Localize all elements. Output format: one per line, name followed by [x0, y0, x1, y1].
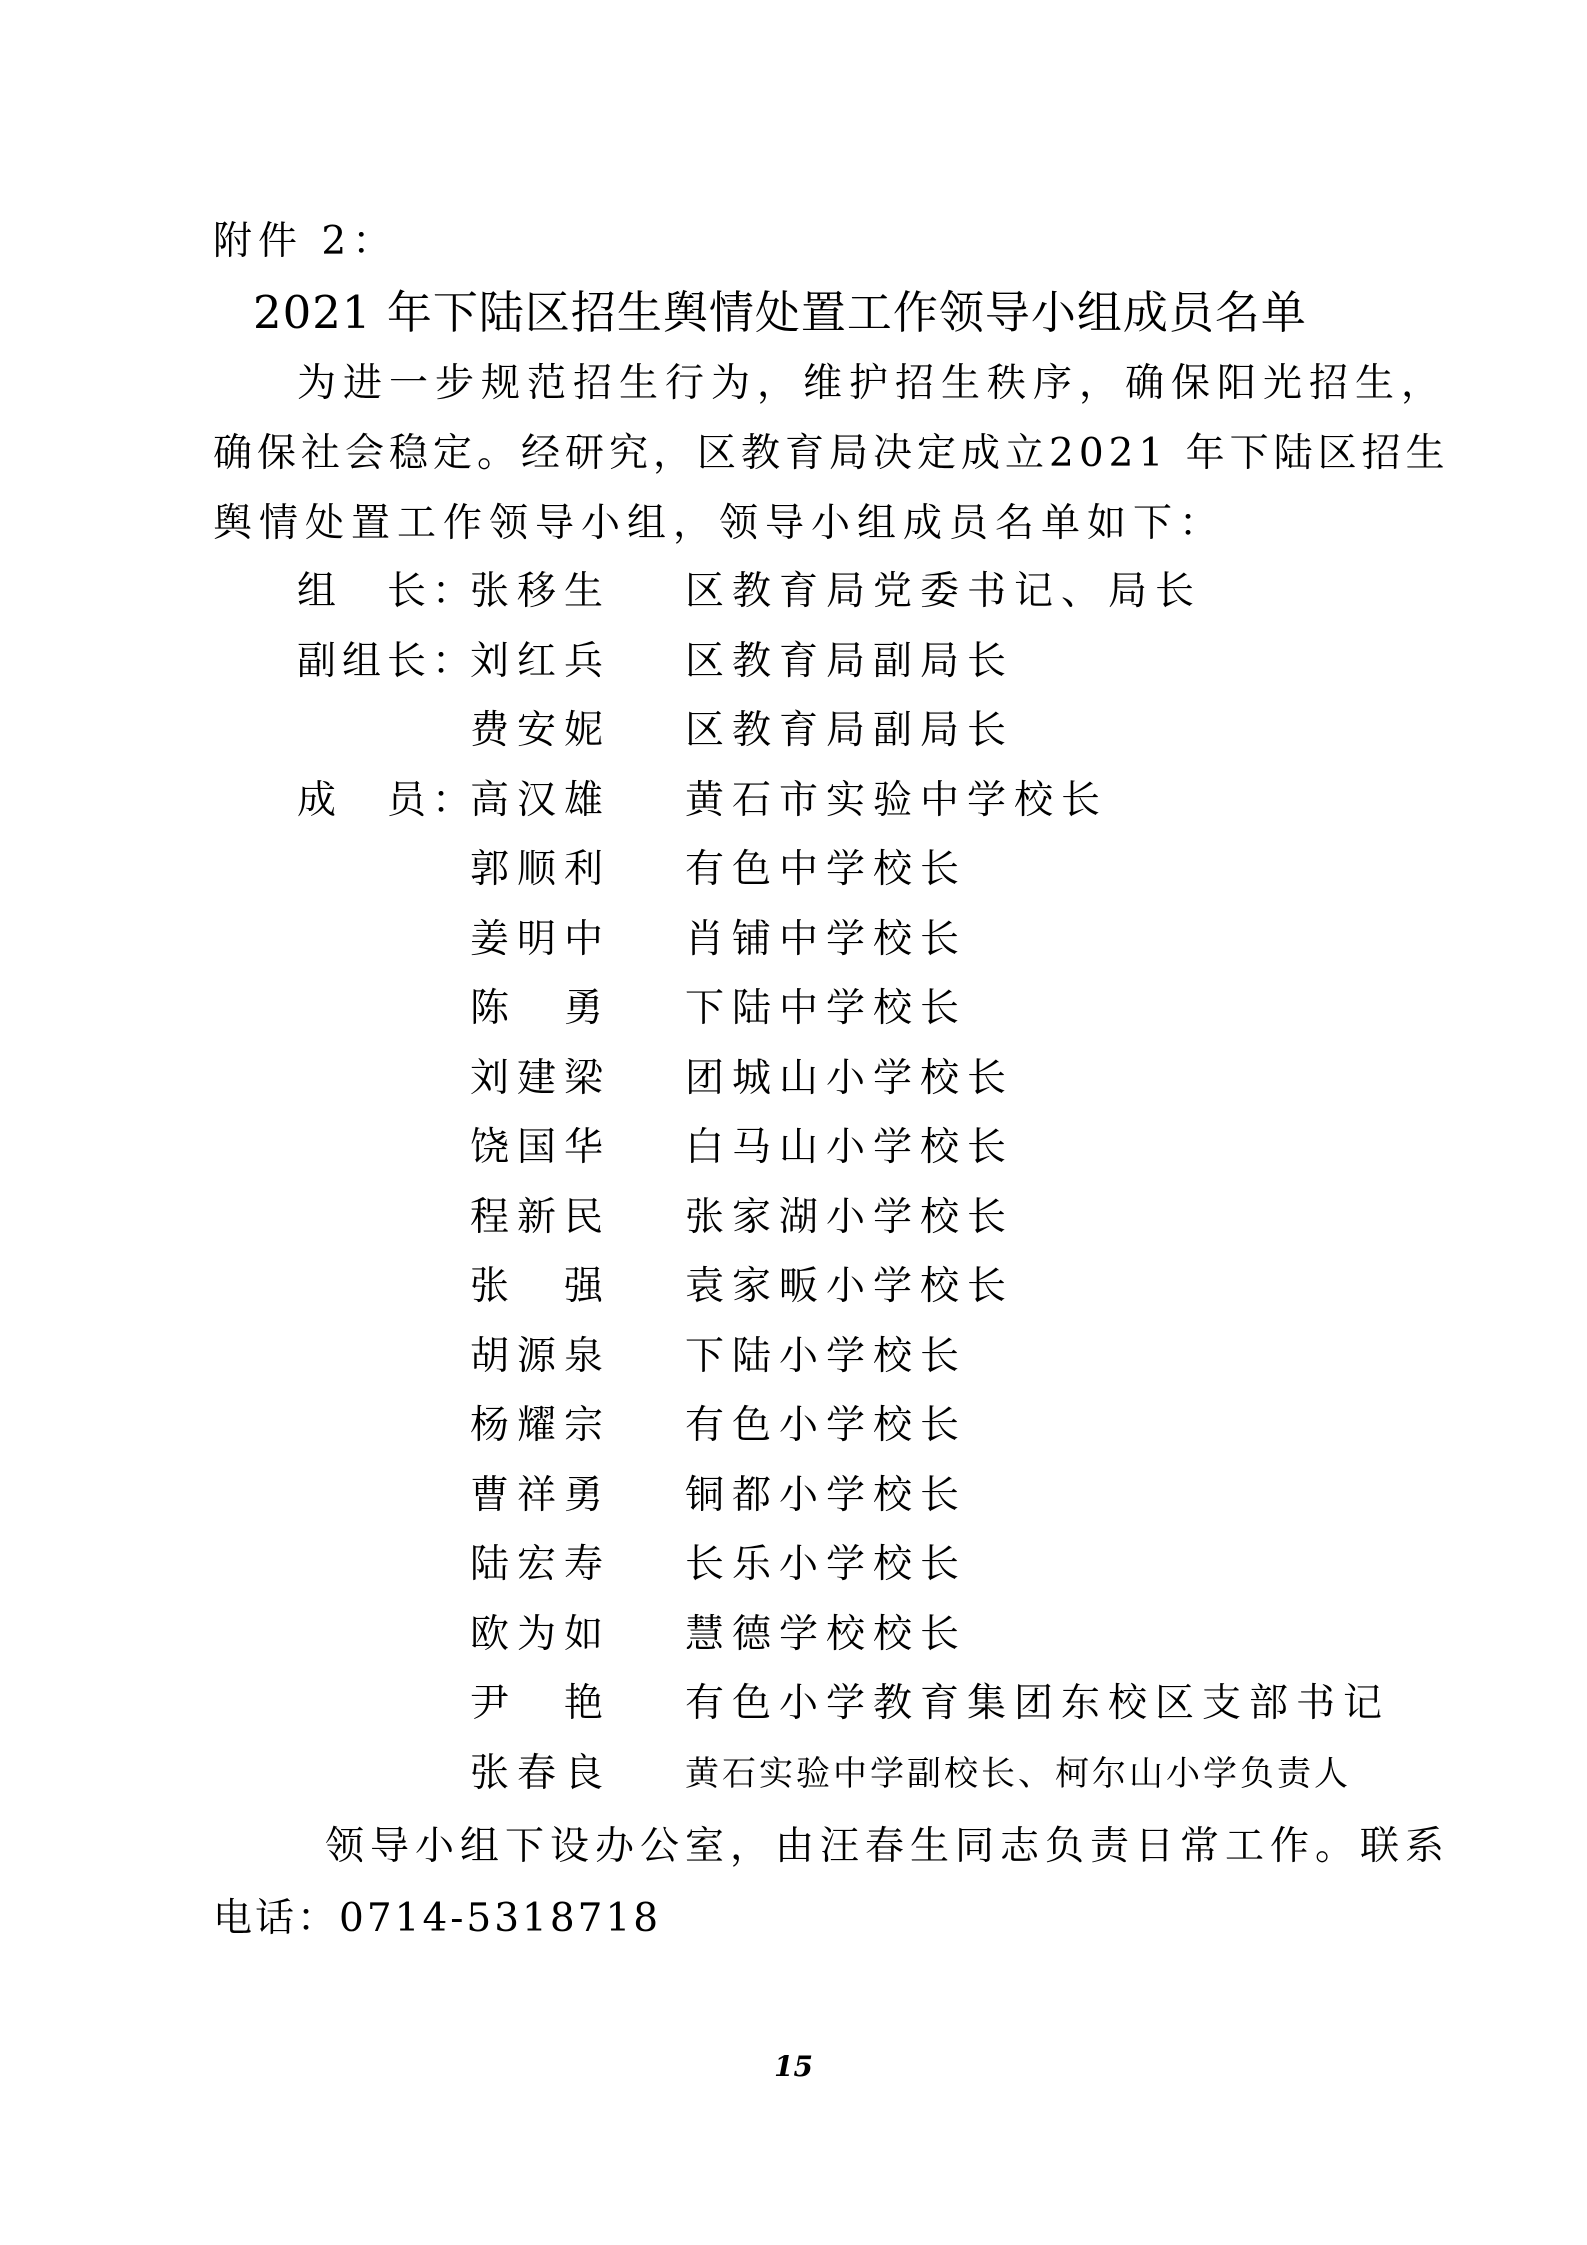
member-position: 团城山小学校长: [685, 1055, 1015, 1101]
member-position: 白马山小学校长: [685, 1125, 1015, 1170]
member-name: 曹祥勇: [470, 1472, 612, 1518]
member-position: 袁家畈小学校长: [685, 1264, 1015, 1309]
member-name: 陈 勇: [470, 986, 612, 1031]
intro-line-3: 舆情处置工作领导小组，领导小组成员名单如下：: [213, 501, 1226, 546]
member-position: 长乐小学校长: [685, 1542, 968, 1587]
intro-line-1: 为进一步规范招生行为，维护招生秩序，确保阳光招生，: [297, 361, 1448, 406]
member-position: 有色小学教育集团东校区支部书记: [685, 1681, 1391, 1726]
member-name: 张移生: [470, 569, 612, 614]
member-name: 郭顺利: [470, 847, 612, 892]
member-position: 黄石市实验中学校长: [685, 777, 1109, 823]
member-position: 有色中学校长: [685, 847, 968, 892]
member-name: 张 强: [470, 1264, 612, 1309]
member-position: 下陆中学校长: [685, 986, 968, 1031]
intro-line-2: 确保社会稳定。经研究，区教育局决定成立2021 年下陆区招生: [213, 431, 1450, 476]
document-title: 2021 年下陆区招生舆情处置工作领导小组成员名单: [253, 286, 1307, 339]
member-position: 区教育局副局长: [685, 638, 1015, 684]
member-name: 高汉雄: [470, 777, 612, 823]
member-name: 欧为如: [470, 1611, 612, 1657]
member-name: 饶国华: [470, 1125, 612, 1170]
member-name: 费安妮: [470, 708, 612, 753]
member-name: 胡源泉: [470, 1333, 612, 1379]
member-name: 杨耀宗: [470, 1403, 612, 1448]
member-name: 刘红兵: [470, 638, 612, 684]
member-position: 有色小学校长: [685, 1403, 968, 1448]
member-name: 陆宏寿: [470, 1542, 612, 1587]
member-role: 成 员：: [297, 777, 478, 823]
member-name: 张春良: [470, 1750, 612, 1796]
closing-line-1: 领导小组下设办公室，由汪春生同志负责日常工作。联系: [325, 1824, 1451, 1869]
member-position: 区教育局党委书记、局长: [685, 569, 1203, 614]
page-number: 15: [774, 2050, 813, 2083]
member-position: 区教育局副局长: [685, 708, 1015, 753]
member-position: 慧德学校校长: [685, 1611, 968, 1657]
closing-line-2: 电话：0714-5318718: [213, 1896, 662, 1941]
member-name: 刘建梁: [470, 1055, 612, 1101]
annex-label: 附件 2：: [213, 219, 398, 264]
member-position: 下陆小学校长: [685, 1333, 968, 1379]
member-position: 肖铺中学校长: [685, 916, 968, 962]
member-position: 张家湖小学校长: [685, 1194, 1015, 1240]
member-position: 铜都小学校长: [685, 1472, 968, 1518]
member-role: 组 长：: [297, 569, 478, 614]
member-name: 程新民: [470, 1194, 612, 1240]
member-position: 黄石实验中学副校长、柯尔山小学负责人: [685, 1753, 1351, 1794]
member-name: 尹 艳: [470, 1681, 612, 1726]
member-name: 姜明中: [470, 916, 612, 962]
member-role: 副组长：: [297, 638, 478, 684]
